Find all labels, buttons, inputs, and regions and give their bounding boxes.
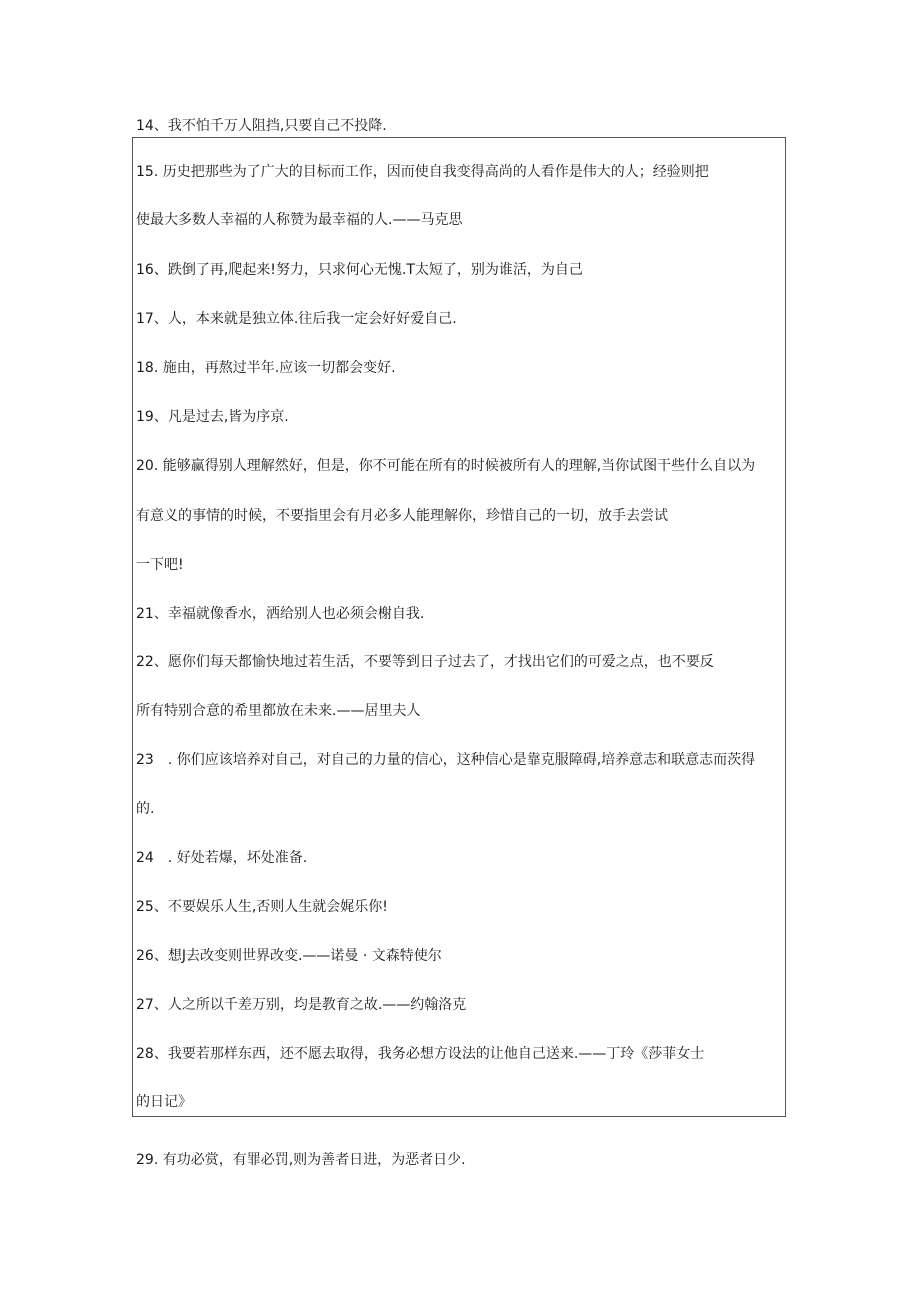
quote-29: 29. 有功必赏，有罪必罚,则为善者日进，为恶者日少. (136, 1152, 466, 1168)
quote-28-line-2: 的日记》 (136, 1094, 192, 1110)
quote-25: 25、不要娱乐人生,否则人生就会娓乐你! (136, 899, 388, 915)
quote-28-line-1: 28、我要若那样东西，还不愿去取得，我务必想方设法的让他自己送来.——丁玲《莎菲女士 (136, 1046, 705, 1062)
quote-20-line-2: 有意义的事情的时候，不要指里会有月必多人能理解你，珍惜自己的一切，放手去尝试 (136, 508, 668, 524)
quote-15-line-1: 15. 历史把那些为了广大的目标而工作，因而使自我变得高尚的人看作是伟大的人；经验则把 (136, 164, 709, 180)
quote-20-line-3: 一下吧! (136, 557, 184, 573)
quote-17: 17、人，本来就是独立体.往后我一定会好好爱自己. (136, 311, 457, 327)
quote-20-line-1: 20. 能够赢得别人理解然好，但是，你不可能在所有的时候被所有人的理解,当你试图干些什么自以为 (136, 458, 756, 474)
quote-21: 21、幸福就像香水，洒给别人也必须会榭自我. (136, 606, 425, 622)
quote-16: 16、跌倒了再,爬起来!努力，只求何心无愧.T太短了，别为谁活，为自己 (136, 262, 583, 278)
quote-14: 14、我不怕千万人阻挡,只要自己不投降. (136, 118, 387, 134)
quote-23-line-1: 23 . 你们应该培养对自己，对自己的力量的信心，这种信心是靠克服障碍,培养意志和联意志而茨得 (136, 752, 756, 768)
quote-box (132, 137, 786, 1117)
quote-22-line-2: 所有特别合意的希里都放在未来.——居里夫人 (136, 703, 421, 719)
quote-24: 24 . 好处若爆，坏处准备. (136, 850, 308, 866)
quote-26: 26、想J去改变则世界改变.——诺曼 · 文森特使尔 (136, 948, 442, 964)
quote-23-line-2: 的. (136, 801, 155, 817)
quote-19: 19、凡是过去,皆为序京. (136, 409, 289, 425)
quote-15-line-2: 使最大多数人幸福的人称赞为最幸福的人.——马克思 (136, 212, 463, 228)
quote-27: 27、人之所以千差万别，均是教育之故.——约翰洛克 (136, 997, 467, 1013)
quote-18: 18. 施由，再熬过半年.应该一切都会变好. (136, 360, 396, 376)
quote-22-line-1: 22、愿你们每天都愉快地过若生活，不要等到日子过去了，才找出它们的可爱之点，也不要反 (136, 654, 714, 670)
